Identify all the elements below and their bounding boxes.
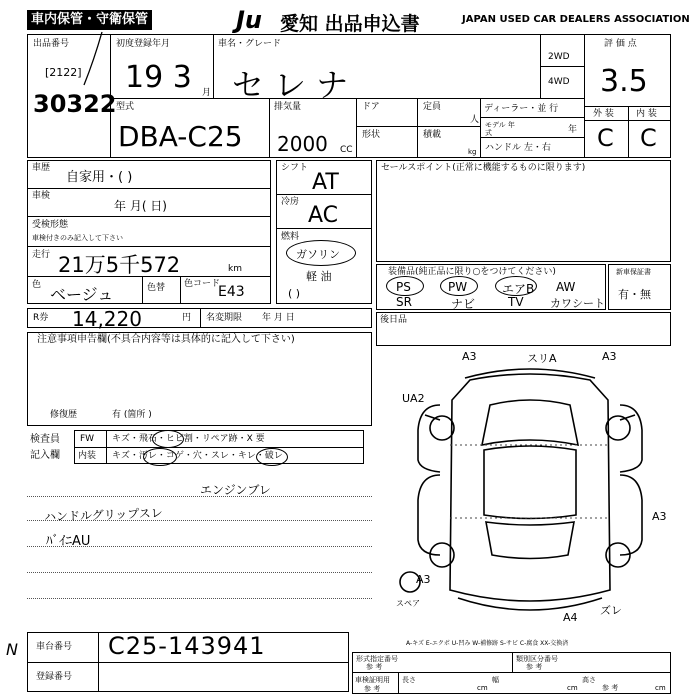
scuff-circle — [256, 448, 288, 466]
mileage-label: 走行 — [32, 250, 51, 260]
inspection-cert-label: 形式指定番号 — [356, 655, 398, 663]
later-item-block — [376, 312, 671, 346]
warranty-value: 有・無 — [618, 288, 651, 301]
dealer-label: ディーラー・並 行 — [484, 104, 559, 114]
name-change-value: 年 月 日 — [262, 313, 295, 323]
registration-unit: 月 — [202, 88, 212, 98]
reference-4: 参 考 — [602, 684, 619, 692]
fuel-diesel: 軽 油 — [306, 270, 332, 283]
registration-label: 初度登録年月 — [116, 39, 171, 49]
year-unit: 年 — [568, 125, 578, 135]
ac-value: AC — [308, 203, 339, 228]
mark-right-side: A3 — [652, 510, 667, 523]
repair-value: 有 (箇所 ) — [112, 410, 152, 420]
entry-label: 記入欄 — [30, 450, 60, 461]
inspection-label: 車検 — [32, 191, 51, 201]
history-label: 車歴 — [32, 163, 51, 173]
ju-logo: Ju — [236, 6, 263, 34]
equipment-navi: ナビ — [451, 297, 476, 311]
reference-3: 参 考 — [364, 685, 381, 693]
car-name-value: セレナ — [232, 66, 359, 104]
sales-point-block — [376, 160, 671, 262]
color-label: 色 — [32, 280, 42, 290]
shift-label: シフト — [281, 163, 309, 173]
shape-label: 形状 — [362, 130, 381, 140]
lot-number: 30322 — [33, 90, 117, 118]
equipment-label: 装備品(純正品に限り○をつけてください) — [388, 267, 556, 277]
chassis-value: C25-143941 — [108, 632, 266, 660]
note-front: ﾊﾞｲﾆAU — [46, 534, 91, 549]
type-cert-label: 類別区分番号 — [516, 655, 558, 663]
margin-mark: N — [6, 640, 18, 659]
form-title: 愛知 出品申込書 — [280, 13, 420, 35]
fuel-petrol: ガソリン — [296, 248, 340, 261]
mark-front-center: スリA — [527, 352, 557, 365]
load-unit: kg — [468, 148, 477, 156]
height-unit: cm — [655, 684, 666, 692]
mark-left-side: UA2 — [402, 392, 425, 405]
drive-4wd: 4WD — [548, 77, 570, 87]
stain-circle — [143, 448, 177, 466]
width-unit: cm — [567, 684, 578, 692]
pw-circle — [440, 276, 478, 296]
drive-2wd: 2WD — [548, 52, 570, 62]
color-value: ベージュ — [50, 285, 114, 304]
fuel-petrol-circle — [286, 240, 356, 266]
equipment-tv: TV — [508, 295, 524, 309]
storage-title: 車内保管・守衛保管 — [27, 10, 152, 30]
chassis-label: 車台番号 — [36, 642, 73, 652]
ac-label: 冷房 — [281, 197, 300, 207]
sales-point-label: セールスポイント(正常に機能するものに限ります) — [381, 163, 586, 173]
mark-front-right: A3 — [602, 350, 617, 363]
door-label: ドア — [362, 102, 380, 112]
accept-label: 受検形態 — [32, 220, 69, 230]
handle-label: ハンドル 左・右 — [485, 143, 551, 153]
accept-note: 車検付きのみ記入して下さい — [32, 234, 123, 242]
length-label: 長さ — [402, 676, 416, 684]
car-diagram — [380, 350, 680, 630]
mark-rear-shift: ズレ — [600, 604, 622, 617]
exterior-label: 外 装 — [593, 109, 614, 119]
load-label: 積載 — [423, 130, 442, 140]
ps-circle — [386, 276, 424, 296]
mileage-unit: km — [228, 264, 242, 274]
interior-label: 内 装 — [636, 109, 657, 119]
model-label: 型式 — [116, 102, 135, 112]
inspection-value: 年 月( 日) — [114, 199, 167, 213]
equipment-ps: PS — [396, 280, 411, 294]
width-label: 幅 — [492, 676, 499, 684]
note-handle: ハンドルグリップスレ — [43, 505, 164, 525]
airbag-circle — [495, 276, 537, 296]
car-name-label: 車名・グレード — [218, 39, 282, 49]
model-value: DBA-C25 — [118, 120, 243, 153]
lot-sub-number: [2122] — [45, 66, 82, 79]
notes-block — [27, 332, 372, 426]
association-name: JAPAN USED CAR DEALERS ASSOCIATION — [462, 14, 690, 25]
mark-front-left: A3 — [462, 350, 477, 363]
fw-head: FW — [80, 434, 95, 444]
color-change-label: 色替 — [147, 283, 166, 293]
note-engine: エンジンブレ — [200, 483, 271, 497]
color-code-label: 色コード — [184, 279, 221, 289]
rating-label: 評 価 点 — [604, 39, 637, 49]
model-year-label: モデル 年式 — [485, 121, 515, 137]
mark-rear-left: A3 — [416, 573, 431, 586]
interior-head: 内装 — [78, 451, 97, 461]
shift-value: AT — [312, 170, 339, 195]
lot-label: 出品番号 — [33, 39, 70, 49]
height-label: 高さ — [582, 676, 596, 684]
displacement-value: 2000 — [277, 132, 328, 156]
equipment-seat: カワシート — [550, 297, 605, 310]
later-item-label: 後日品 — [380, 315, 408, 325]
recycle-value: 14,220 — [72, 307, 142, 331]
length-unit: cm — [477, 684, 488, 692]
fuel-other: ( ) — [288, 287, 301, 300]
fw-items: キズ・飛石・ヒビ割・リペア跡・X 要 — [112, 434, 265, 444]
equipment-airbag: エアB — [502, 282, 535, 296]
color-code-value: E43 — [218, 284, 245, 300]
pen-stroke — [80, 30, 110, 90]
warranty-label: 新車保証書 — [616, 268, 651, 276]
exterior-value: C — [597, 124, 614, 152]
capacity-label: 定員 — [423, 102, 442, 112]
chip-circle — [152, 430, 184, 448]
displacement-unit: CC — [340, 145, 353, 155]
rating-value: 3.5 — [600, 64, 648, 99]
name-change-label: 名変期限 — [206, 313, 243, 323]
equipment-sr: SR — [396, 295, 412, 309]
registration-value: 19 3 — [125, 60, 192, 95]
recycle-label: R券 — [33, 313, 49, 323]
spare-label: スペア — [396, 599, 420, 608]
reference-1: 参 考 — [366, 663, 383, 671]
fuel-label: 燃料 — [281, 232, 300, 242]
capacity-unit: 人 — [470, 115, 480, 125]
cert-label: 車検証明用 — [355, 676, 390, 684]
equipment-pw: PW — [448, 280, 468, 294]
recycle-unit: 円 — [182, 313, 192, 323]
displacement-label: 排気量 — [274, 102, 302, 112]
equipment-aw: AW — [556, 280, 576, 294]
mileage-value: 21万5千572 — [58, 253, 181, 277]
diagram-legend: A-キズ E-エクボ U-凹み W-補修跡 S-サビ C-腐食 XX-交換済 — [406, 640, 569, 647]
notes-label: 注意事項申告欄(不具合内容等は具体的に記入して下さい) — [37, 334, 295, 345]
inspector-label: 検査員 — [30, 434, 60, 445]
mark-rear-right: A4 — [563, 611, 578, 624]
registration-number-label: 登録番号 — [36, 672, 73, 682]
interior-value: C — [640, 124, 657, 152]
interior-items: キズ・汚レ・コゲ・穴・スレ・キレ・破レ — [112, 451, 283, 461]
reference-2: 参 考 — [526, 663, 543, 671]
repair-label: 修復歴 — [50, 410, 78, 420]
history-value: 自家用・( ) — [66, 170, 133, 185]
